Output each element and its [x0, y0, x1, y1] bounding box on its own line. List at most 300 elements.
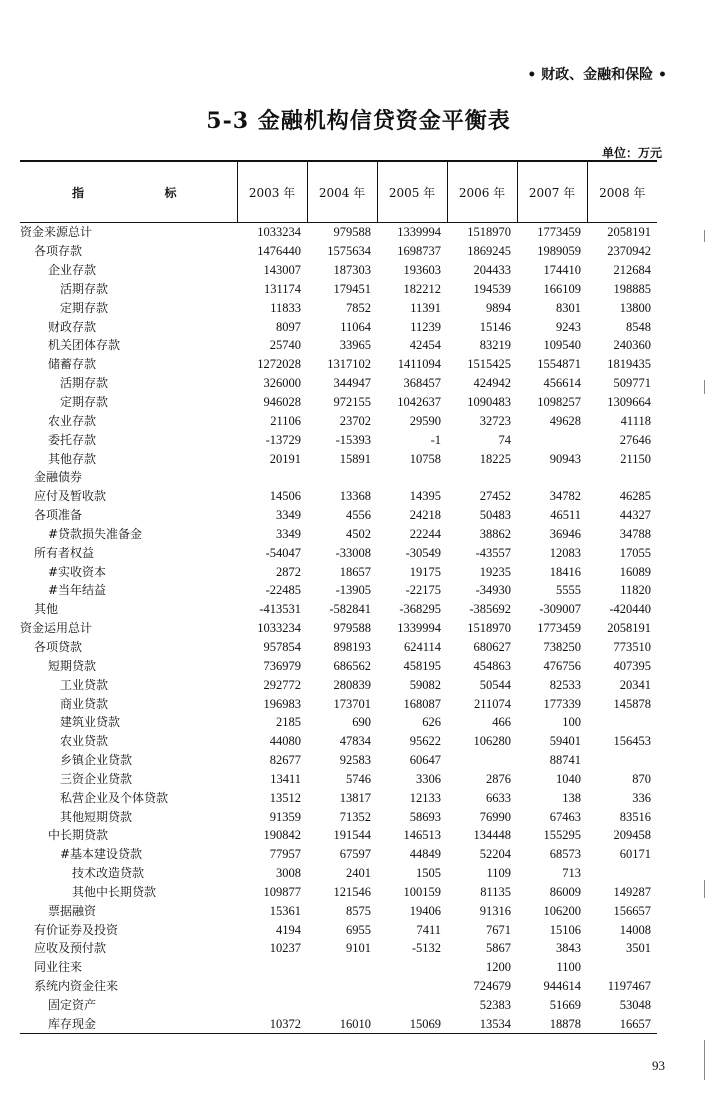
cell-value: 60647 [409, 753, 441, 768]
cell-value: 344947 [333, 376, 371, 391]
cell-value: 21106 [270, 413, 301, 428]
cell-value: 20341 [619, 677, 651, 692]
cell-value: 190842 [263, 828, 301, 843]
cell-value: -413531 [259, 602, 301, 617]
cell-value: 2876 [486, 771, 511, 786]
cell-value: 1698737 [397, 244, 441, 259]
row-label: 委托存款 [48, 432, 97, 447]
cell-value: 1411094 [397, 357, 441, 372]
cell-value: 19175 [409, 564, 441, 579]
cell-value [377, 468, 447, 487]
cell-value: 8301 [556, 300, 581, 315]
cell-value: -33008 [335, 545, 371, 560]
cell-value: 24218 [409, 508, 441, 523]
row-label: 私营企业及个体贷款 [60, 790, 169, 805]
table-row [20, 864, 657, 883]
cell-value: 456614 [543, 376, 581, 391]
cell-value: -54047 [265, 545, 301, 560]
cell-value: 5555 [556, 583, 581, 598]
row-label: 资金运用总计 [20, 621, 93, 636]
scan-edge-mark [704, 880, 705, 898]
row-label: 短期贷款 [48, 658, 97, 673]
cell-value: -368295 [399, 602, 441, 617]
cell-value: 407395 [613, 658, 651, 673]
cell-value: 509771 [613, 376, 651, 391]
cell-value: 12083 [549, 545, 581, 560]
cell-value: 60171 [619, 847, 651, 862]
table-row [20, 223, 657, 242]
year-header: 2008 年 [587, 161, 657, 223]
cell-value: 106200 [543, 903, 581, 918]
row-label: 机关团体存款 [48, 338, 121, 353]
cell-value: 34782 [549, 489, 581, 504]
cell-value: 1272028 [257, 357, 301, 372]
cell-value: 1515425 [467, 357, 511, 372]
table-row [20, 694, 657, 713]
cell-value: 58693 [409, 809, 441, 824]
cell-value: 1339994 [397, 225, 441, 240]
cell-value: 1309664 [607, 395, 651, 410]
cell-value: 121546 [333, 884, 371, 899]
cell-value: 187303 [333, 263, 371, 278]
cell-value: -15393 [335, 432, 371, 447]
cell-value [237, 468, 307, 487]
cell-value: 100159 [403, 884, 441, 899]
row-label: 各项存款 [34, 244, 83, 259]
cell-value [237, 958, 307, 977]
credit-balance-table [20, 160, 657, 1034]
cell-value: 18878 [517, 1014, 587, 1033]
cell-value: 773510 [613, 639, 651, 654]
cell-value: 10758 [409, 451, 441, 466]
table-row [20, 751, 657, 770]
cell-value: 15146 [479, 319, 511, 334]
cell-value: 47834 [339, 734, 371, 749]
table-row [20, 393, 657, 412]
cell-value: 12133 [409, 790, 441, 805]
cell-value: 19235 [479, 564, 511, 579]
scan-edge-mark [704, 230, 705, 242]
year-header: 2005 年 [377, 161, 447, 223]
cell-value: 86009 [549, 884, 581, 899]
cell-value [587, 713, 657, 732]
cell-value [587, 468, 657, 487]
row-label: 定期存款 [60, 395, 109, 410]
cell-value: 1109 [486, 866, 511, 881]
cell-value: 82533 [549, 677, 581, 692]
cell-value: 13817 [339, 790, 371, 805]
section-header: • 财政、金融和保险 • [527, 67, 667, 83]
cell-value: 11064 [340, 319, 371, 334]
table-row [20, 769, 657, 788]
cell-value: 476756 [543, 658, 581, 673]
cell-value: 27646 [619, 432, 651, 447]
cell-value: 3306 [416, 771, 441, 786]
cell-value: 336 [632, 790, 651, 805]
cell-value: 16657 [587, 1014, 657, 1033]
cell-value: 1819435 [607, 357, 651, 372]
row-label: 活期存款 [60, 376, 109, 391]
unit-label: 单位：万元 [601, 146, 662, 160]
row-label: #贷款损失准备金 [48, 526, 143, 541]
cell-value: 53048 [619, 998, 651, 1013]
cell-value: 67597 [339, 847, 371, 862]
cell-value: 191544 [333, 828, 371, 843]
cell-value: 454863 [473, 658, 511, 673]
cell-value: 3008 [276, 866, 301, 881]
cell-value: 458195 [403, 658, 441, 673]
cell-value [307, 996, 377, 1015]
cell-value: 168087 [403, 696, 441, 711]
cell-value: 11391 [410, 300, 441, 315]
row-label: 其他存款 [48, 451, 97, 466]
cell-value: 95622 [409, 734, 441, 749]
cell-value: 211074 [473, 696, 511, 711]
cell-value: 32723 [479, 413, 511, 428]
cell-value: 18416 [549, 564, 581, 579]
cell-value: -5132 [411, 941, 441, 956]
cell-value: 209458 [613, 828, 651, 843]
cell-value [307, 958, 377, 977]
table-row [20, 788, 657, 807]
cell-value: 1033234 [257, 621, 301, 636]
cell-value: 16010 [307, 1014, 377, 1033]
cell-value: 50544 [479, 677, 511, 692]
cell-value: 1197467 [607, 979, 651, 994]
cell-value: 713 [562, 866, 581, 881]
cell-value: 13800 [619, 300, 651, 315]
cell-value: 10237 [269, 941, 301, 956]
cell-value: 20191 [269, 451, 301, 466]
cell-value: 8575 [346, 903, 371, 918]
row-label: 财政存款 [48, 319, 97, 334]
table-row [20, 261, 657, 280]
cell-value: 4556 [346, 508, 371, 523]
cell-value: 466 [492, 715, 511, 730]
cell-value: 204433 [473, 263, 511, 278]
cell-value: 1869245 [467, 244, 511, 259]
cell-value: 1554871 [537, 357, 581, 372]
cell-value: 1575634 [327, 244, 371, 259]
cell-value: 1989059 [537, 244, 581, 259]
table-row [20, 355, 657, 374]
cell-value: 42454 [409, 338, 441, 353]
cell-value: 7411 [416, 922, 441, 937]
table-row [20, 713, 657, 732]
cell-value: 1518970 [467, 621, 511, 636]
cell-value: 736979 [263, 658, 301, 673]
cell-value: 1317102 [327, 357, 371, 372]
cell-value [447, 468, 517, 487]
cell-value: 109877 [263, 884, 301, 899]
table-row [20, 1014, 657, 1033]
table-row [20, 732, 657, 751]
row-label: 工业贷款 [60, 677, 109, 692]
table-row [20, 317, 657, 336]
table-row [20, 845, 657, 864]
cell-value: 13534 [447, 1014, 517, 1033]
row-label: 企业存款 [48, 263, 97, 278]
table-row [20, 656, 657, 675]
cell-value: 11239 [410, 319, 441, 334]
cell-value [237, 977, 307, 996]
cell-value [307, 977, 377, 996]
cell-value: 2058191 [607, 621, 651, 636]
cell-value: 6955 [346, 922, 371, 937]
table-row [20, 562, 657, 581]
cell-value: -420440 [609, 602, 651, 617]
row-label: 所有者权益 [34, 545, 95, 560]
cell-value: 724679 [473, 979, 511, 994]
cell-value: -309007 [539, 602, 581, 617]
cell-value: 1773459 [537, 621, 581, 636]
cell-value: 67463 [549, 809, 581, 824]
cell-value: 13411 [270, 771, 301, 786]
cell-value: 3501 [626, 941, 651, 956]
table-row [20, 638, 657, 657]
table-row [20, 675, 657, 694]
table-row [20, 336, 657, 355]
cell-value: 49628 [549, 413, 581, 428]
cell-value: 1090483 [467, 395, 511, 410]
cell-value: 77957 [269, 847, 301, 862]
cell-value: 11833 [270, 300, 301, 315]
row-label: 各项准备 [34, 508, 83, 523]
cell-value: 1040 [556, 771, 581, 786]
cell-value: 91316 [479, 903, 511, 918]
row-label: 其他短期贷款 [60, 809, 133, 824]
cell-value: 5867 [486, 941, 511, 956]
row-label: 其他 [34, 602, 59, 617]
cell-value: 33965 [339, 338, 371, 353]
row-label: 中长期贷款 [48, 828, 109, 843]
year-header: 2006 年 [447, 161, 517, 223]
cell-value [377, 996, 447, 1015]
cell-value: 25740 [269, 338, 301, 353]
cell-value: 5746 [346, 771, 371, 786]
cell-value [517, 430, 587, 449]
row-label: 技术改造贷款 [72, 866, 145, 881]
cell-value: 14506 [269, 489, 301, 504]
cell-value: 1098257 [537, 395, 581, 410]
row-label: 系统内资金往来 [34, 979, 119, 994]
cell-value: 14008 [619, 922, 651, 937]
cell-value: 15361 [269, 903, 301, 918]
cell-value: -43557 [475, 545, 511, 560]
cell-value: 81135 [480, 884, 511, 899]
row-label: 应收及预付款 [34, 941, 107, 956]
cell-value: 13368 [339, 489, 371, 504]
cell-value: -22175 [405, 583, 441, 598]
cell-value: 173701 [333, 696, 371, 711]
cell-value: 52383 [479, 998, 511, 1013]
year-header: 2003 年 [237, 161, 307, 223]
cell-value: 138 [562, 790, 581, 805]
cell-value: 7852 [346, 300, 371, 315]
cell-value: 83219 [479, 338, 511, 353]
cell-value: -13905 [335, 583, 371, 598]
row-label: 活期存款 [60, 281, 109, 296]
row-label: 建筑业贷款 [60, 715, 121, 730]
row-label: 资金来源总计 [20, 225, 93, 240]
table-row [20, 996, 657, 1015]
cell-value: 177339 [543, 696, 581, 711]
indicator-header-part: 指 [72, 185, 85, 200]
table-row [20, 280, 657, 299]
table-row [20, 977, 657, 996]
cell-value: -13729 [265, 432, 301, 447]
cell-value: 44327 [619, 508, 651, 523]
cell-value: 194539 [473, 281, 511, 296]
cell-value: 240360 [613, 338, 651, 353]
row-label: #基本建设贷款 [60, 847, 143, 862]
cell-value: 100 [562, 715, 581, 730]
cell-value: 957854 [263, 639, 301, 654]
row-label: 库存现金 [20, 1014, 237, 1033]
cell-value: 83516 [619, 809, 651, 824]
cell-value: 292772 [263, 677, 301, 692]
row-label: 固定资产 [48, 998, 97, 1013]
cell-value: 92583 [339, 753, 371, 768]
cell-value [377, 958, 447, 977]
cell-value: 1100 [556, 960, 581, 975]
row-label: 定期存款 [60, 300, 109, 315]
cell-value: 109540 [543, 338, 581, 353]
table-row [20, 525, 657, 544]
cell-value: 145878 [613, 696, 651, 711]
table-row [20, 883, 657, 902]
cell-value: 91359 [269, 809, 301, 824]
cell-value: 17055 [619, 545, 651, 560]
cell-value: -1 [430, 432, 441, 447]
cell-value: 51669 [549, 998, 581, 1013]
cell-value: 898193 [333, 639, 371, 654]
cell-value: -385692 [469, 602, 511, 617]
cell-value: 27452 [479, 489, 511, 504]
table-row [20, 430, 657, 449]
cell-value: 46511 [550, 508, 581, 523]
table-row [20, 468, 657, 487]
page-title: 5-3 金融机构信贷资金平衡表 [206, 108, 511, 134]
cell-value: 979588 [333, 225, 371, 240]
cell-value: 156453 [613, 734, 651, 749]
cell-value: 3843 [556, 941, 581, 956]
row-label: 储蓄存款 [48, 357, 97, 372]
cell-value: 46285 [619, 489, 651, 504]
cell-value: 1339994 [397, 621, 441, 636]
cell-value: 18225 [479, 451, 511, 466]
cell-value: 212684 [613, 263, 651, 278]
cell-value: 686562 [333, 658, 371, 673]
cell-value: 1476440 [257, 244, 301, 259]
cell-value: 88741 [549, 753, 581, 768]
row-label: 票据融资 [48, 903, 97, 918]
cell-value: 946028 [263, 395, 301, 410]
cell-value: 50483 [479, 508, 511, 523]
table-row [20, 958, 657, 977]
cell-value [587, 751, 657, 770]
cell-value: 1518970 [467, 225, 511, 240]
cell-value: 979588 [333, 621, 371, 636]
cell-value: 972155 [333, 395, 371, 410]
cell-value: 280839 [333, 677, 371, 692]
cell-value: 179451 [333, 281, 371, 296]
cell-value: 182212 [403, 281, 441, 296]
cell-value: 146513 [403, 828, 441, 843]
table-row [20, 374, 657, 393]
cell-value [587, 864, 657, 883]
cell-value: 23702 [339, 413, 371, 428]
cell-value: 11820 [620, 583, 651, 598]
cell-value: 3349 [276, 508, 301, 523]
row-label: 同业往来 [34, 960, 83, 975]
cell-value: 15106 [549, 922, 581, 937]
table-row [20, 242, 657, 261]
cell-value: 690 [352, 715, 371, 730]
indicator-header-part: 标 [164, 185, 177, 200]
cell-value: 2401 [346, 866, 371, 881]
cell-value: 9243 [556, 319, 581, 334]
cell-value: 156657 [613, 903, 651, 918]
cell-value: 15891 [339, 451, 371, 466]
table-row [20, 298, 657, 317]
cell-value: 18657 [339, 564, 371, 579]
table-header-row [20, 161, 657, 223]
year-header: 2007 年 [517, 161, 587, 223]
cell-value: 29590 [409, 413, 441, 428]
table-row [20, 619, 657, 638]
row-label: 应付及暂收款 [34, 489, 107, 504]
cell-value: 14395 [409, 489, 441, 504]
cell-value: 19406 [409, 903, 441, 918]
cell-value: 193603 [403, 263, 441, 278]
cell-value: 52204 [479, 847, 511, 862]
cell-value: 44080 [269, 734, 301, 749]
cell-value [377, 977, 447, 996]
cell-value: 1505 [416, 866, 441, 881]
year-header: 2004 年 [307, 161, 377, 223]
cell-value: 870 [632, 771, 651, 786]
row-label: 商业贷款 [60, 696, 109, 711]
table-row [20, 506, 657, 525]
cell-value: 166109 [543, 281, 581, 296]
cell-value: 10372 [237, 1014, 307, 1033]
cell-value: 1042637 [397, 395, 441, 410]
cell-value [587, 958, 657, 977]
cell-value: 82677 [269, 753, 301, 768]
cell-value: 8548 [626, 319, 651, 334]
row-label: 乡镇企业贷款 [60, 753, 133, 768]
cell-value: 16089 [619, 564, 651, 579]
cell-value: -34930 [475, 583, 511, 598]
cell-value: 68573 [549, 847, 581, 862]
cell-value: 424942 [473, 376, 511, 391]
table-row [20, 581, 657, 600]
cell-value: 90943 [549, 451, 581, 466]
scan-edge-mark [704, 380, 705, 394]
cell-value: 1033234 [257, 225, 301, 240]
cell-value: 2058191 [607, 225, 651, 240]
cell-value: 41118 [620, 413, 651, 428]
row-label: 三资企业贷款 [60, 771, 133, 786]
cell-value: 149287 [613, 884, 651, 899]
cell-value: -582841 [329, 602, 371, 617]
table-row [20, 920, 657, 939]
cell-value: 34788 [619, 526, 651, 541]
table-row [20, 826, 657, 845]
cell-value: 626 [422, 715, 441, 730]
cell-value: 8097 [276, 319, 301, 334]
